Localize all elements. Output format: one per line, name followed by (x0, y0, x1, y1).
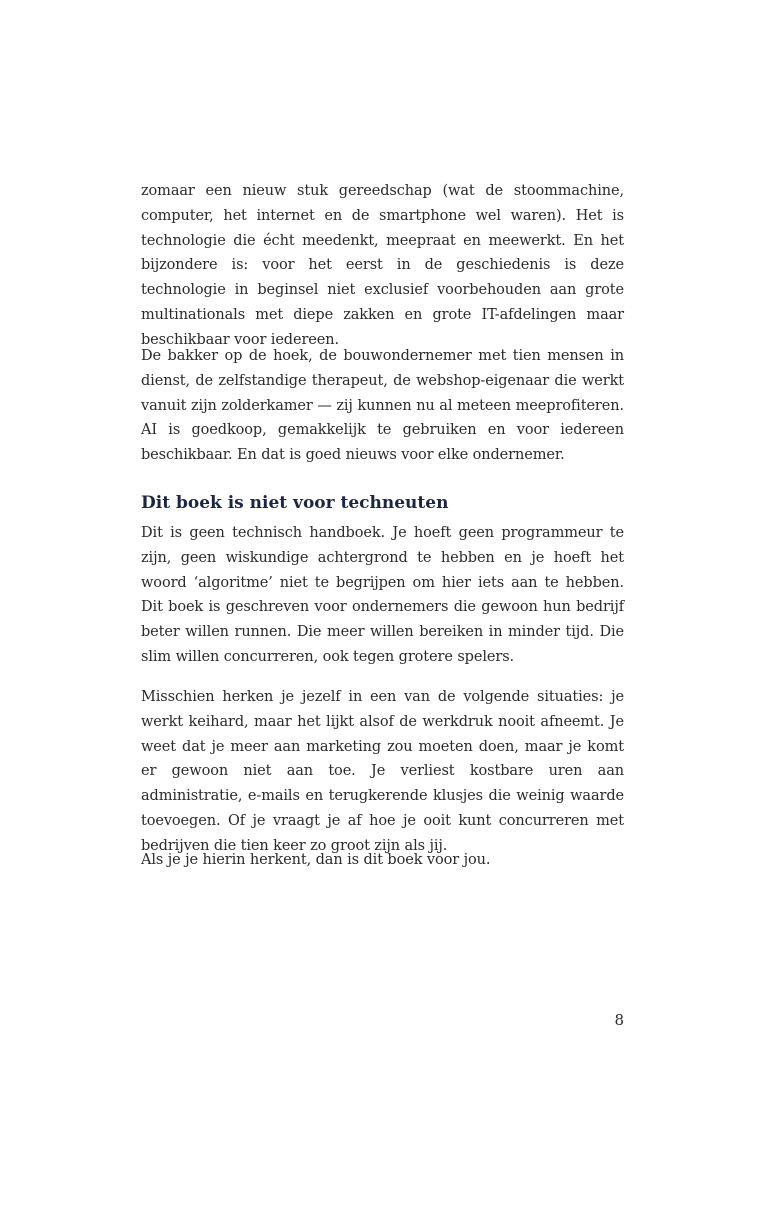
paragraph-block (141, 179, 624, 353)
body-paragraph: Dit is geen technisch handboek. Je hoeft geen programmeur te zijn, geen wiskundige achtergrond te hebben en je hoeft het woord ‘algoritme’ niet te begrijpen om hier iets aan te hebben. Dit boek is geschreven voor ondernemers die gewoon hun bedrijf beter willen runnen. Die meer willen bereiken in minder tijd. Die slim willen concurreren, ook tegen grotere spelers. (141, 525, 624, 665)
body-paragraph: De bakker op de hoek, de bouwondernemer met tien mensen in dienst, de zelfstandige therapeut, de webshop-eigenaar die werkt vanuit zijn zolderkamer — zij kunnen nu al meteen meeprofiteren. AI is goedkoop, gemakkelijk te gebruiken en voor iedereen beschikbaar. En dat is goed nieuws voor elke ondernemer. (141, 348, 624, 464)
body-paragraph: Als je je hierin herkent, dan is dit boek voor jou. (141, 852, 491, 868)
body-paragraph: Misschien herken je jezelf in een van de volgende situaties: je werkt keihard, maar het lijkt alsof de werkdruk nooit afneemt. Je weet dat je meer aan marketing zou moeten doen, maar je komt er gewoon niet aan toe. Je verliest kostbare uren aan administratie, e-mails en terugkerende klusjes die weinig waarde toevoegen. Of je vraagt je af hoe je ooit kunt concurreren met bedrijven die tien keer zo groot zijn als jij. (141, 689, 624, 854)
paragraph-block (141, 848, 624, 873)
page-number: 8 (614, 1011, 624, 1029)
paragraph-block (141, 344, 624, 468)
paragraph-block (141, 521, 624, 670)
body-paragraph: zomaar een nieuw stuk gereedschap (wat de stoommachine, computer, het internet en de smartphone wel waren). Het is technologie die écht meedenkt, meepraat en meewerkt. En het bijzondere is: voor het eerst in de geschiedenis is deze technologie in beginsel niet exclusief voorbehouden aan grote multinationals met diepe zakken en grote IT-afdelingen maar beschikbaar voor iedereen. (141, 183, 624, 348)
section-heading: Dit boek is niet voor techneuten (141, 493, 449, 513)
paragraph-block (141, 685, 624, 859)
